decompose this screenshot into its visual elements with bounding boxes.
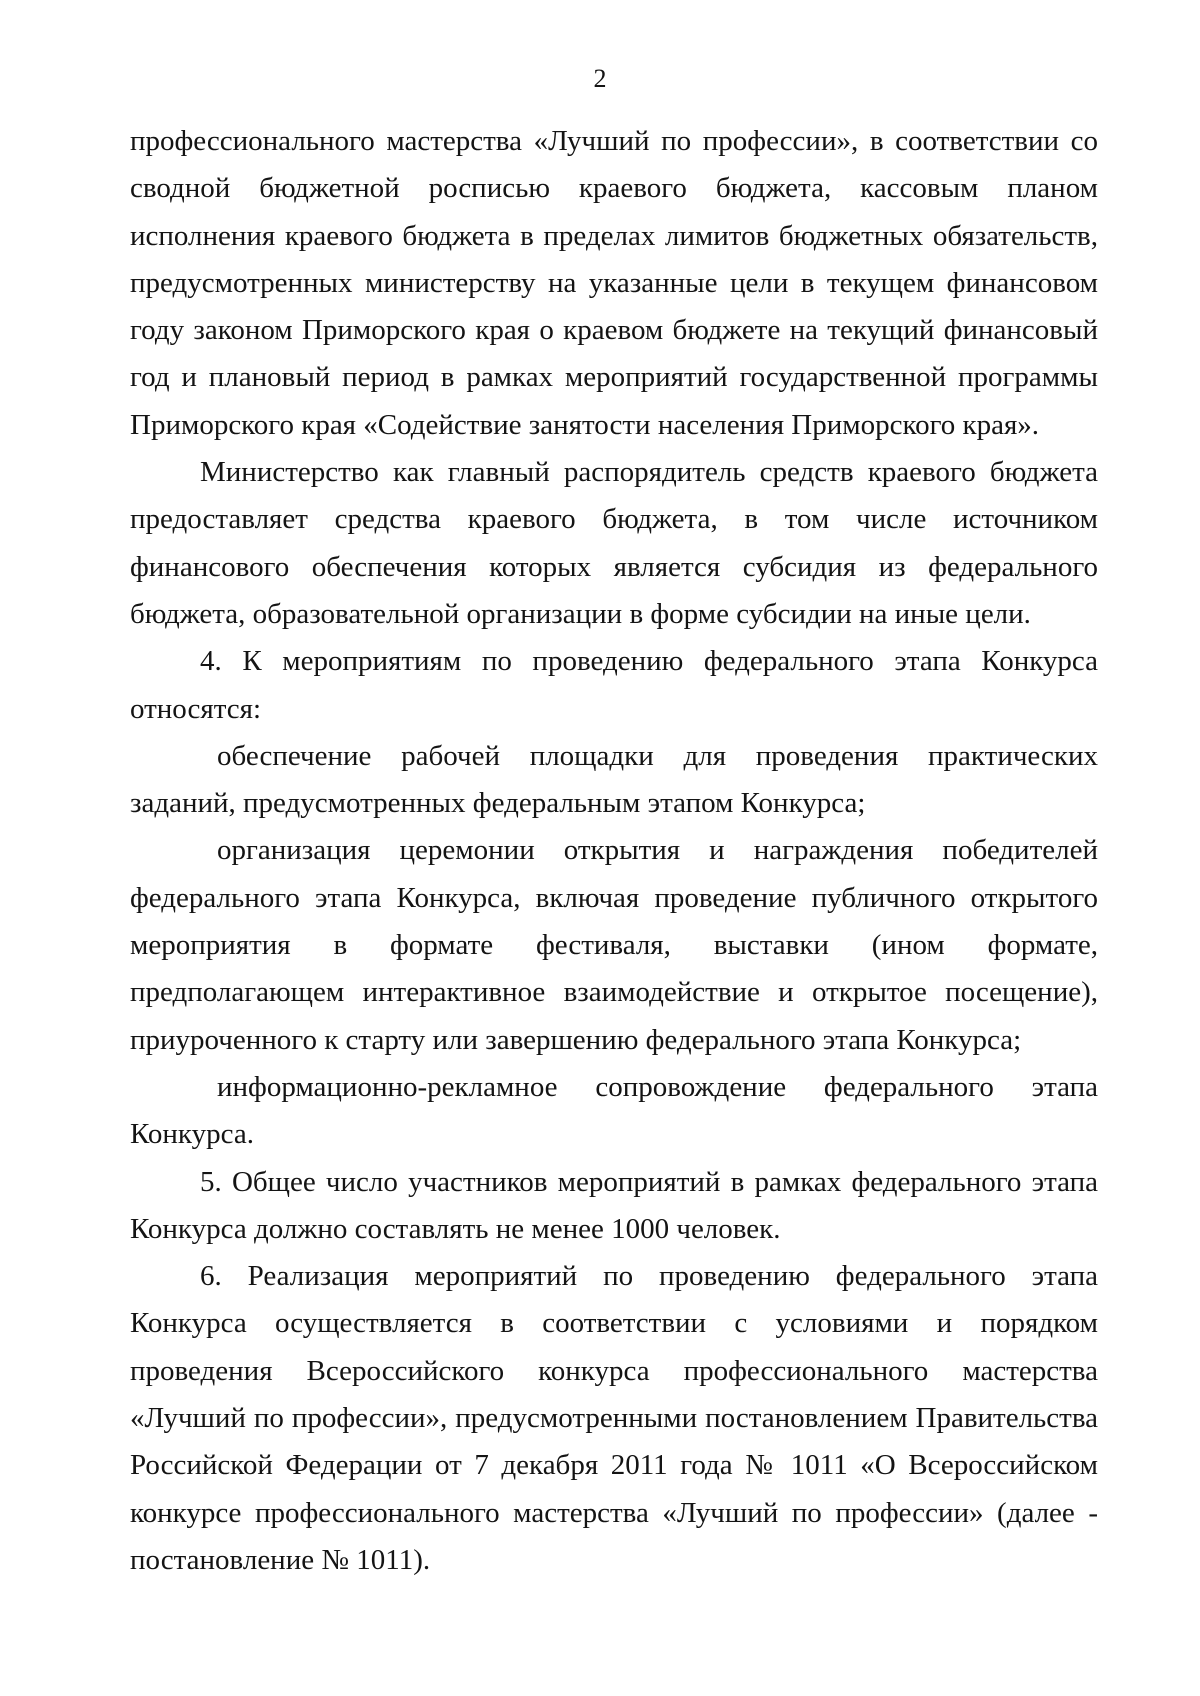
paragraph-ministry: Министерство как главный распорядитель средств краевого бюджета предоставляет средства краевого бюджета, в том числе источником финансового обеспечения которых является субсидия из федерального бюджета, образовательной организации в форме субсидии на иные цели. [130,456,1098,630]
paragraph-item-5: 5. Общее число участников мероприятий в рамках федерального этапа Конкурса должно составлять не менее 1000 человек. [130,1165,1098,1245]
paragraph-continuation: профессионального мастерства «Лучший по профессии», в соответствии со сводной бюджетной росписью краевого бюджета, кассовым планом исполнения краевого бюджета в пределах лимитов бюджетных обязательств, предусмотренных министерству на указанные цели в текущем финансовом году законом Приморского края о краевом бюджете на текущий финансовый год и плановый период в рамках мероприятий государственной программы Приморского края «Содействие занятости населения Приморского края». [130,125,1098,441]
paragraph-item-4: 4. К мероприятиям по проведению федерального этапа Конкурса относятся: [130,645,1098,725]
page-number: 2 [593,64,607,93]
document-body [130,118,1098,1584]
paragraph-item-4-ceremony: организация церемонии открытия и награждения победителей федерального этапа Конкурса, включая проведение публичного открытого мероприятия в формате фестиваля, выставки (ином формате, предполагающем интерактивное взаимодействие и открытое посещение), приуроченного к старту или завершению федерального этапа Конкурса; [130,834,1098,1056]
paragraph-item-4-workplace: обеспечение рабочей площадки для проведения практических заданий, предусмотренных федеральным этапом Конкурса; [130,739,1098,820]
paragraph-item-4-advertising: информационно-рекламное сопровождение федерального этапа Конкурса. [130,1070,1098,1151]
paragraph-item-6: 6. Реализация мероприятий по проведению федерального этапа Конкурса осуществляется в соответствии с условиями и порядком проведения Всероссийского конкурса профессионального мастерства «Лучший по профессии», предусмотренными постановлением Правительства Российской Федерации от 7 декабря 2011 года № 1011 «О Всероссийском конкурсе профессионального мастерства «Лучший по профессии» (далее - постановление № 1011). [130,1260,1098,1576]
